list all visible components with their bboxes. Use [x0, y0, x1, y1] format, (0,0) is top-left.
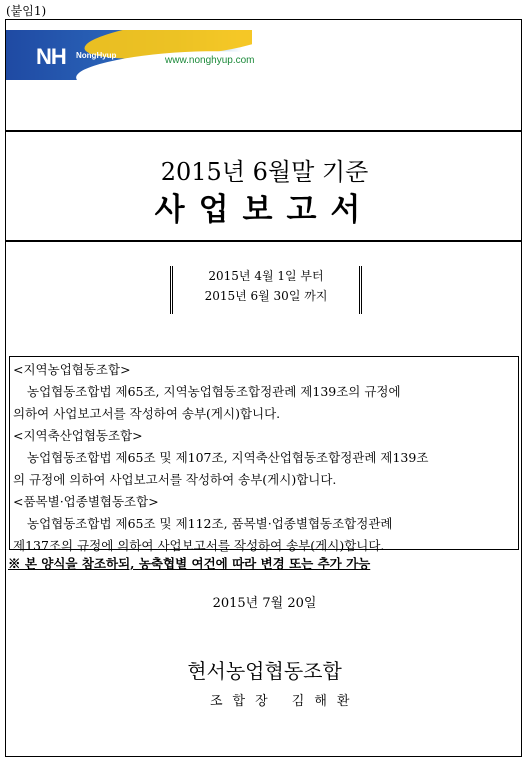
notice-heading: <품목별·업종별협동조합>	[13, 494, 159, 509]
notice-heading: <지역농업협동조합>	[13, 362, 131, 377]
notice-line: 의하여 사업보고서를 작성하여 송부(게시)합니다.	[13, 406, 281, 421]
period-to: 2015년 6월 30일 까지	[204, 289, 328, 303]
template-note: ※ 본 양식을 참조하되, 농축협별 여건에 따라 변경 또는 추가 가능	[8, 556, 371, 571]
notice-line: 농업협동조합법 제65조, 지역농업협동조합정관례 제139조의 규정에	[27, 384, 401, 399]
representative: 조합장 김해환	[210, 694, 360, 709]
bottom-rule	[5, 240, 522, 242]
logo-small-text: NongHyup	[76, 51, 117, 60]
logo-main-text: NH	[36, 44, 66, 69]
legal-notice-box	[9, 356, 519, 553]
notice-line: 의 규정에 의하여 사업보고서를 작성하여 송부(게시)합니다.	[13, 472, 337, 487]
report-title: 사업보고서	[154, 192, 375, 228]
period-from: 2015년 4월 1일 부터	[208, 269, 324, 283]
notice-line: 농업협동조합법 제65조 및 제107조, 지역축산업협동조합정관례 제139조	[27, 450, 429, 465]
period-box	[170, 266, 362, 314]
organization-name: 현서농업협동조합	[187, 659, 342, 683]
logo-url: www.nonghyup.com	[165, 55, 255, 66]
top-rule	[5, 130, 522, 132]
notice-heading: <지역축산업협동조합>	[13, 428, 143, 443]
notice-line: 제137조의 규정에 의하여 사업보고서를 작성하여 송부(게시)합니다.	[13, 538, 385, 553]
report-date-title: 2015년 6월말 기준	[160, 158, 369, 186]
report-date: 2015년 7월 20일	[212, 596, 317, 611]
attachment-label: (붙임1)	[6, 4, 47, 18]
notice-line: 농업협동조합법 제65조 및 제112조, 품목별·업종별협동조합정관례	[27, 516, 393, 531]
